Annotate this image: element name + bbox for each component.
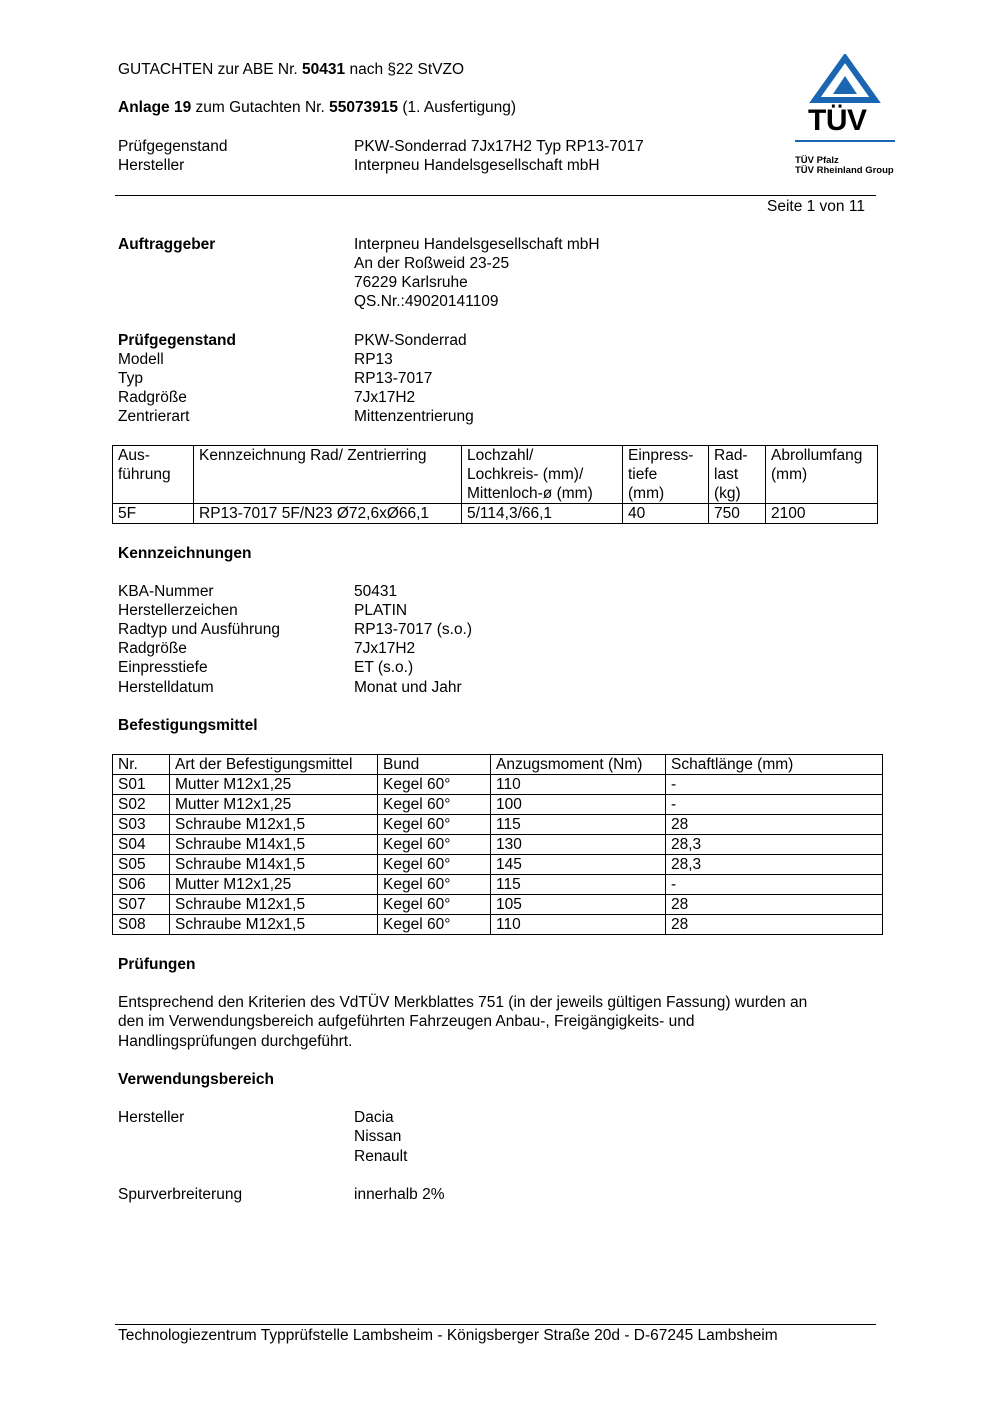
fast-cell: Kegel 60° xyxy=(378,875,491,895)
annex-line xyxy=(118,98,516,117)
tests-text-line-3: Handlingsprüfungen durchgeführt. xyxy=(118,1033,353,1050)
rim-cell-load: 750 xyxy=(709,504,766,524)
rim-header-marking: Kennzeichnung Rad/ Zentrierring xyxy=(194,446,462,504)
tuv-logo-sub1: TÜV Pfalz xyxy=(795,155,839,166)
header-value-manufacturer: Interpneu Handelsgesellschaft mbH xyxy=(354,157,600,174)
fast-cell: S02 xyxy=(113,795,170,815)
tests-text-line-2: den im Verwendungsbereich aufgeführten Fahrzeugen Anbau-, Freigängigkeits- und xyxy=(118,1013,695,1030)
fast-cell: 145 xyxy=(491,855,666,875)
fast-cell: 28,3 xyxy=(666,855,883,875)
table-row xyxy=(113,915,883,935)
logo-rule xyxy=(795,140,895,142)
fast-cell: Schraube M14x1,5 xyxy=(170,855,378,875)
subject-label: Prüfgegenstand xyxy=(118,332,236,349)
usage-manufacturer-3: Renault xyxy=(354,1148,408,1165)
fast-cell: S08 xyxy=(113,915,170,935)
model-value: RP13 xyxy=(354,351,393,368)
model-label: Modell xyxy=(118,351,164,368)
fast-cell: S07 xyxy=(113,895,170,915)
client-line-2: An der Roßweid 23-25 xyxy=(354,255,510,272)
tuv-logo-sub2: TÜV Rheinland Group xyxy=(795,165,894,176)
fast-cell: 110 xyxy=(491,915,666,935)
footer-address: Technologiezentrum Typprüfstelle Lambsheim - Königsberger Straße 20d - D-67245 Lambsheim xyxy=(118,1327,778,1344)
wheel-size-label: Radgröße xyxy=(118,640,187,657)
client-line-1: Interpneu Handelsgesellschaft mbH xyxy=(354,236,600,253)
footer-divider xyxy=(115,1324,876,1325)
mfg-date-value: Monat und Jahr xyxy=(354,679,462,696)
fast-cell: Kegel 60° xyxy=(378,795,491,815)
usage-manufacturer-label: Hersteller xyxy=(118,1109,185,1126)
title-prefix: GUTACHTEN zur ABE Nr. xyxy=(118,61,303,78)
tests-title: Prüfungen xyxy=(118,956,196,973)
tuv-logo xyxy=(792,54,902,178)
table-row xyxy=(113,835,883,855)
tests-text-line-1: Entsprechend den Kriterien des VdTÜV Merkblattes 751 (in der jeweils gültigen Fassung) wurden an xyxy=(118,994,808,1011)
table-row xyxy=(113,795,883,815)
rim-header-load: Rad- last (kg) xyxy=(709,446,766,504)
wheel-type-value: RP13-7017 (s.o.) xyxy=(354,621,473,638)
client-label: Auftraggeber xyxy=(118,236,216,253)
fast-cell: - xyxy=(666,795,883,815)
markings-title: Kennzeichnungen xyxy=(118,545,252,562)
fast-cell: 130 xyxy=(491,835,666,855)
fast-header-type: Art der Befestigungsmittel xyxy=(170,755,378,775)
centering-value: Mittenzentrierung xyxy=(354,408,474,425)
header-value-subject: PKW-Sonderrad 7Jx17H2 Typ RP13-7017 xyxy=(354,138,644,155)
page-number: Seite 1 von 11 xyxy=(767,198,865,215)
fast-cell: Kegel 60° xyxy=(378,815,491,835)
rim-cell-variant: 5F xyxy=(113,504,194,524)
table-row xyxy=(113,875,883,895)
fast-header-torque: Anzugsmoment (Nm) xyxy=(491,755,666,775)
type-label: Typ xyxy=(118,370,143,387)
fast-cell: Schraube M12x1,5 xyxy=(170,915,378,935)
header-label-subject: Prüfgegenstand xyxy=(118,138,228,155)
annex-mid: zum Gutachten Nr. xyxy=(191,99,330,116)
fast-cell: Kegel 60° xyxy=(378,775,491,795)
wheel-size-value: 7Jx17H2 xyxy=(354,640,416,657)
offset-value: ET (s.o.) xyxy=(354,659,414,676)
rim-header-bolt-pattern: Lochzahl/ Lochkreis- (mm)/ Mittenloch-ø (mm) xyxy=(462,446,623,504)
table-header-row xyxy=(113,755,883,775)
fast-cell: Schraube M14x1,5 xyxy=(170,835,378,855)
wheel-type-label: Radtyp und Ausführung xyxy=(118,621,281,638)
rim-cell-offset: 40 xyxy=(623,504,709,524)
header-label-manufacturer: Hersteller xyxy=(118,157,185,174)
fast-cell: Mutter M12x1,25 xyxy=(170,775,378,795)
fast-header-nr: Nr. xyxy=(113,755,170,775)
rim-cell-bolt-pattern: 5/114,3/66,1 xyxy=(462,504,623,524)
brand-label: Herstellerzeichen xyxy=(118,602,238,619)
fast-cell: 105 xyxy=(491,895,666,915)
subject-value: PKW-Sonderrad xyxy=(354,332,467,349)
table-row xyxy=(113,855,883,875)
fast-cell: Mutter M12x1,25 xyxy=(170,875,378,895)
fast-header-seat: Bund xyxy=(378,755,491,775)
brand-value: PLATIN xyxy=(354,602,408,619)
annex-suffix: (1. Ausfertigung) xyxy=(398,99,517,116)
fast-cell: Schraube M12x1,5 xyxy=(170,815,378,835)
fast-cell: Kegel 60° xyxy=(378,895,491,915)
type-value: RP13-7017 xyxy=(354,370,433,387)
offset-label: Einpresstiefe xyxy=(118,659,208,676)
table-row xyxy=(113,504,878,524)
fast-cell: Schraube M12x1,5 xyxy=(170,895,378,915)
fast-cell: Kegel 60° xyxy=(378,915,491,935)
fast-cell: 28 xyxy=(666,915,883,935)
fast-cell: S01 xyxy=(113,775,170,795)
fast-cell: S06 xyxy=(113,875,170,895)
fast-cell: Kegel 60° xyxy=(378,835,491,855)
fast-cell: 115 xyxy=(491,815,666,835)
client-line-4: QS.Nr.:49020141109 xyxy=(354,293,499,310)
rim-cell-marking: RP13-7017 5F/N23 Ø72,6xØ66,1 xyxy=(194,504,462,524)
title-suffix: nach §22 StVZO xyxy=(345,61,465,78)
fast-header-shaft: Schaftlänge (mm) xyxy=(666,755,883,775)
table-row xyxy=(113,775,883,795)
tuv-logo-word: TÜV xyxy=(808,104,867,137)
mfg-date-label: Herstelldatum xyxy=(118,679,214,696)
rim-cell-circumference: 2100 xyxy=(766,504,878,524)
centering-label: Zentrierart xyxy=(118,408,190,425)
fast-cell: Mutter M12x1,25 xyxy=(170,795,378,815)
rim-header-variant: Aus- führung xyxy=(113,446,194,504)
fast-cell: S03 xyxy=(113,815,170,835)
rim-spec-table xyxy=(112,445,878,524)
fast-cell: 28 xyxy=(666,895,883,915)
rim-header-circumference: Abrollumfang (mm) xyxy=(766,446,878,504)
table-row xyxy=(113,815,883,835)
report-title xyxy=(118,60,464,79)
fast-cell: S04 xyxy=(113,835,170,855)
fast-cell: 28,3 xyxy=(666,835,883,855)
rim-header-offset: Einpress- tiefe (mm) xyxy=(623,446,709,504)
track-widening-label: Spurverbreiterung xyxy=(118,1186,243,1203)
track-widening-value: innerhalb 2% xyxy=(354,1186,445,1203)
fast-cell: - xyxy=(666,775,883,795)
annex-label: Anlage 19 xyxy=(118,99,192,116)
client-line-3: 76229 Karlsruhe xyxy=(354,274,468,291)
fast-cell: Kegel 60° xyxy=(378,855,491,875)
fasteners-table xyxy=(112,754,883,935)
fast-cell: - xyxy=(666,875,883,895)
fasteners-title: Befestigungsmittel xyxy=(118,717,258,734)
size-value: 7Jx17H2 xyxy=(354,389,416,406)
usage-manufacturer-1: Dacia xyxy=(354,1109,394,1126)
header-divider xyxy=(115,195,876,196)
fast-cell: 100 xyxy=(491,795,666,815)
fast-cell: 115 xyxy=(491,875,666,895)
abe-number: 50431 xyxy=(302,61,346,78)
table-header-row xyxy=(113,446,878,504)
fast-cell: S05 xyxy=(113,855,170,875)
usage-manufacturer-2: Nissan xyxy=(354,1128,402,1145)
tuv-triangle-icon xyxy=(792,54,902,108)
report-number: 55073915 xyxy=(329,99,399,116)
fast-cell: 110 xyxy=(491,775,666,795)
fast-cell: 28 xyxy=(666,815,883,835)
size-label: Radgröße xyxy=(118,389,187,406)
kba-label: KBA-Nummer xyxy=(118,583,214,600)
table-row xyxy=(113,895,883,915)
kba-value: 50431 xyxy=(354,583,398,600)
usage-title: Verwendungsbereich xyxy=(118,1071,274,1088)
